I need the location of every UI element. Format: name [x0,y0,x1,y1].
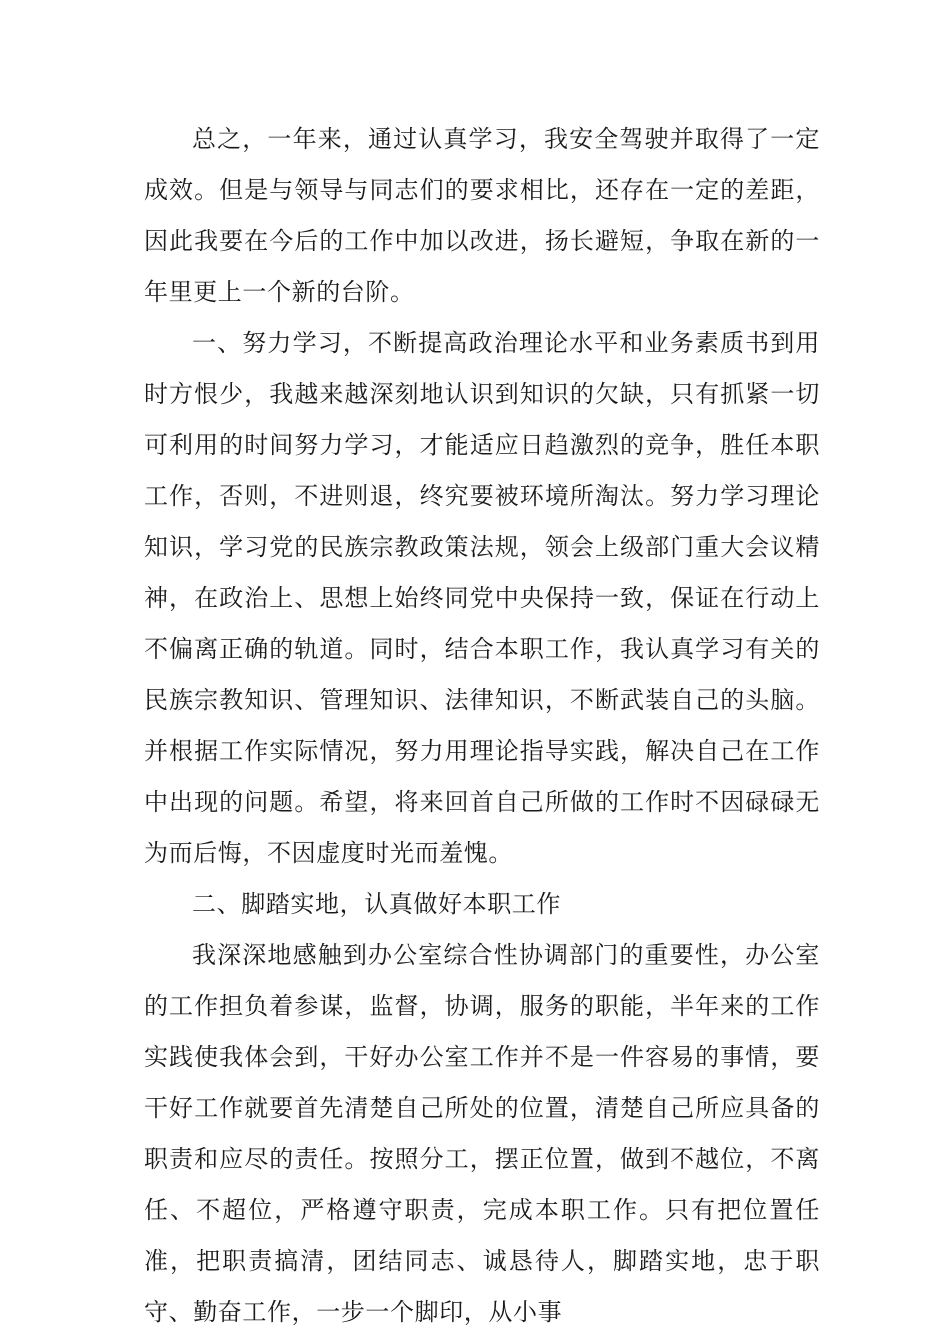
paragraph-study: 一、努力学习，不断提高政治理论水平和业务素质书到用时方恨少，我越来越深刻地认识到知识的欠缺，只有抓紧一切可利用的时间努力学习，才能适应日趋激烈的竞争，胜任本职工作，否则，不进则退，终究要被环境所淘汰。努力学习理论知识，学习党的民族宗教政策法规，领会上级部门重大会议精神，在政治上、思想上始终同党中央保持一致，保证在行动上不偏离正确的轨道。同时，结合本职工作，我认真学习有关的民族宗教知识、管理知识、法律知识，不断武装自己的头脑。并根据工作实际情况，努力用理论指导实践，解决自己在工作中出现的问题。希望，将来回首自己所做的工作时不因碌碌无为而后悔，不因虚度时光而羞愧。 [144,329,820,867]
document-body [144,114,820,1338]
paragraph-office-work: 我深深地感触到办公室综合性协调部门的重要性，办公室的工作担负着参谋，监督，协调，服务的职能，半年来的工作实践使我体会到，干好办公室工作并不是一件容易的事情，要干好工作就要首先清楚自己所处的位置，清楚自己所应具备的职责和应尽的责任。按照分工，摆正位置，做到不越位，不离任、不超位，严格遵守职责，完成本职工作。只有把位置任准，把职责搞清，团结同志、诚恳待人，脚踏实地，忠于职守、勤奋工作，一步一个脚印，从小事 [144,941,820,1326]
paragraph-summary: 总之，一年来，通过认真学习，我安全驾驶并取得了一定成效。但是与领导与同志们的要求相比，还存在一定的差距，因此我要在今后的工作中加以改进，扬长避短，争取在新的一年里更上一个新的台阶。 [144,125,820,306]
section-heading-work: 二、脚踏实地，认真做好本职工作 [192,890,561,918]
